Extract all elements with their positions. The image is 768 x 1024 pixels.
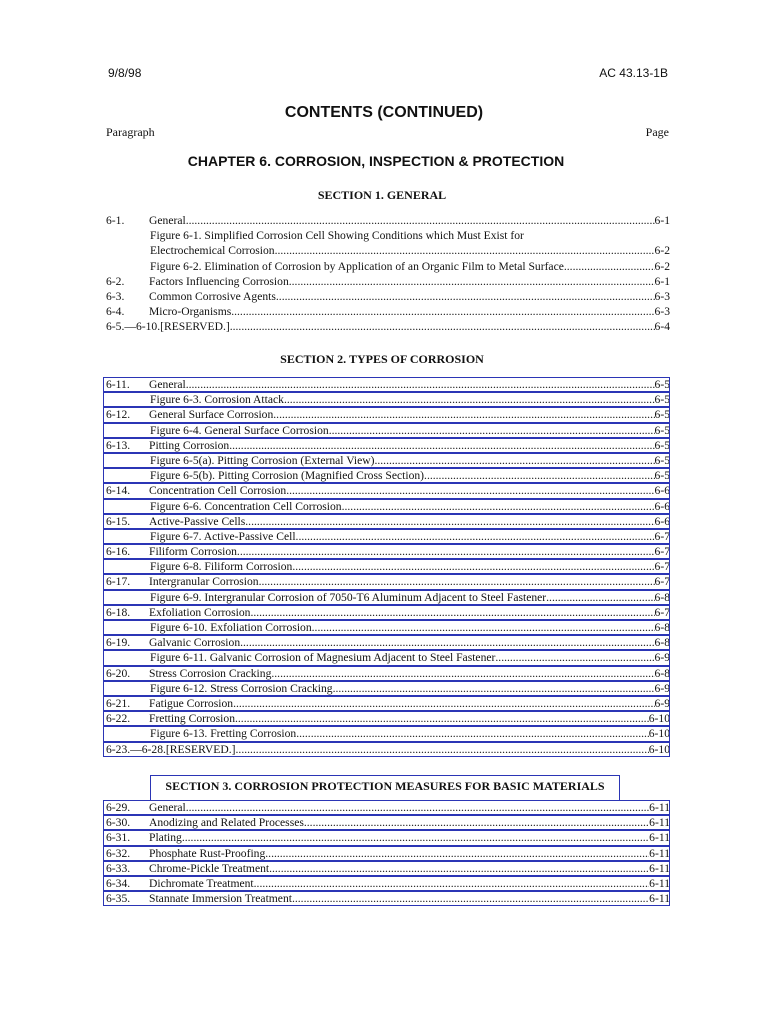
- toc-entry: [103, 213, 670, 228]
- toc-entry-page: 6-5: [654, 378, 670, 391]
- toc-entry-page: 6-11: [649, 892, 670, 906]
- toc-leader-dots: [229, 438, 654, 453]
- toc-entry-page: 6-10: [648, 742, 670, 756]
- toc-entry-title: Galvanic Corrosion: [149, 636, 241, 650]
- toc-leader-dots: [495, 650, 654, 665]
- toc-leader-dots: [265, 846, 649, 861]
- toc-entry-title: Figure 6-2. Elimination of Corrosion by Application of an Organic Film to Metal Surface: [150, 259, 564, 273]
- toc-entry: [103, 846, 670, 861]
- toc-entry-title: Fretting Corrosion: [149, 712, 235, 726]
- toc-leader-dots: [273, 407, 654, 422]
- toc-entry-page: 6-3: [654, 289, 670, 303]
- toc-entry-page: 6-7: [654, 529, 670, 543]
- toc-entry: [103, 243, 670, 258]
- toc-entry-title: Figure 6-5(a). Pitting Corrosion (External View): [150, 453, 375, 467]
- toc-entry-title: Figure 6-8. Filiform Corrosion: [150, 560, 293, 574]
- toc-entry-page: 6-8: [654, 636, 670, 650]
- toc-entry: [103, 319, 670, 334]
- toc-leader-dots: [292, 559, 654, 574]
- toc-entry-title: Stannate Immersion Treatment: [149, 892, 292, 906]
- toc-entry-page: 6-7: [654, 560, 670, 574]
- toc-entry-number: [103, 559, 150, 574]
- toc-entry-title: Electrochemical Corrosion: [150, 244, 275, 258]
- toc-entry-page: 6-11: [649, 861, 670, 875]
- toc-entry-number: 6-23.—6-28.: [106, 742, 166, 756]
- toc-entry-page: 6-6: [654, 484, 670, 498]
- toc-leader-dots: [259, 574, 655, 589]
- toc-entry-title: General: [149, 378, 186, 391]
- toc-entry: [103, 815, 670, 830]
- toc-leader-dots: [312, 620, 655, 635]
- toc-entry-title: Figure 6-1. Simplified Corrosion Cell Showing Conditions which Must Exist for: [150, 229, 524, 243]
- toc-entry-number: 6-2.: [106, 274, 125, 288]
- toc-entry-number: [103, 590, 150, 605]
- toc-entry-page: 6-11: [649, 801, 670, 814]
- toc-leader-dots: [424, 468, 654, 483]
- toc-leader-dots: [275, 243, 655, 258]
- toc-entry-number: [103, 681, 150, 696]
- header-doc-id: AC 43.13-1B: [599, 66, 668, 80]
- toc-leader-dots: [182, 830, 649, 845]
- toc-entry-page: 6-10: [648, 712, 670, 726]
- toc-entry-title: Figure 6-7. Active-Passive Cell: [150, 529, 296, 543]
- toc-entry-title: Factors Influencing Corrosion: [149, 274, 289, 288]
- toc-entry-title: Concentration Cell Corrosion: [149, 484, 287, 498]
- toc-entry-title: Figure 6-9. Intergranular Corrosion of 7050-T6 Aluminum Adjacent to Steel Fastener: [150, 590, 547, 604]
- toc-entry-number: [103, 392, 150, 407]
- toc-entry-title: Figure 6-6. Concentration Cell Corrosion: [150, 499, 342, 513]
- toc-entry-page: 6-9: [654, 681, 670, 695]
- toc-entry: [103, 392, 670, 407]
- toc-entry-page: 6-6: [654, 499, 670, 513]
- toc-entry-title: Active-Passive Cells: [149, 514, 246, 528]
- toc-entry: [103, 274, 670, 289]
- toc-entry-title: Micro-Organisms: [149, 305, 232, 319]
- toc-entry-page: 6-4: [654, 320, 670, 334]
- toc-entry-number: [103, 453, 150, 468]
- toc-entry-page: 6-11: [649, 816, 670, 830]
- toc-leader-dots: [186, 377, 655, 392]
- toc-entry-title: Plating: [149, 831, 182, 845]
- toc-entry: [103, 666, 670, 681]
- toc-entry: [103, 861, 670, 876]
- toc-entry: [103, 800, 670, 815]
- toc-entry: [103, 681, 670, 696]
- toc-entry-number: 6-35.: [106, 892, 131, 906]
- toc-entry: [103, 529, 670, 544]
- toc-entry: [103, 891, 670, 906]
- toc-leader-dots: [271, 666, 654, 681]
- section-3-title: SECTION 3. CORROSION PROTECTION MEASURES FOR BASIC MATERIALS: [150, 775, 620, 801]
- toc-entry-page: 6-5: [654, 453, 670, 467]
- toc-entry-page: 6-7: [654, 545, 670, 559]
- toc-entry-number: 6-30.: [106, 816, 131, 830]
- toc-entry-title: Anodizing and Related Processes: [149, 816, 304, 830]
- toc-entry-number: 6-18.: [106, 605, 131, 619]
- toc-entry-page: 6-1: [654, 214, 670, 227]
- toc-entry-page: 6-9: [654, 651, 670, 665]
- toc-entry-number: 6-14.: [106, 484, 131, 498]
- toc-entry-number: [103, 529, 150, 544]
- toc-entry-page: 6-7: [654, 575, 670, 589]
- toc-entry: [103, 438, 670, 453]
- toc-entry-page: 6-9: [654, 696, 670, 710]
- toc-entry-title: General: [149, 801, 186, 814]
- section-2-list: [103, 377, 670, 757]
- toc-entry: [103, 544, 670, 559]
- toc-entry-page: 6-8: [654, 590, 670, 604]
- toc-leader-dots: [374, 453, 654, 468]
- toc-entry-page: 6-5: [654, 393, 670, 407]
- toc-entry-number: [103, 228, 150, 243]
- toc-entry: [103, 574, 670, 589]
- toc-entry-title: General Surface Corrosion: [149, 408, 274, 422]
- toc-entry: [103, 423, 670, 438]
- toc-entry: [103, 876, 670, 891]
- toc-entry: [103, 377, 670, 392]
- section-3-list: [103, 800, 670, 906]
- toc-entry-title: Filiform Corrosion: [149, 545, 237, 559]
- toc-entry-title: Figure 6-5(b). Pitting Corrosion (Magnified Cross Section): [150, 469, 425, 483]
- toc-entry-page: 6-3: [654, 305, 670, 319]
- toc-leader-dots: [231, 304, 654, 319]
- toc-entry-title: Figure 6-3. Corrosion Attack: [150, 393, 284, 407]
- toc-entry-number: [103, 499, 150, 514]
- toc-entry: [103, 499, 670, 514]
- toc-entry-title: Dichromate Treatment: [149, 876, 254, 890]
- toc-entry-page: 6-8: [654, 621, 670, 634]
- toc-entry-page: 6-7: [654, 605, 670, 619]
- toc-entry: [103, 228, 670, 243]
- toc-entry-page: 6-1: [654, 274, 670, 288]
- section-1-title: SECTION 1. GENERAL: [317, 188, 447, 202]
- toc-entry-page: 6-2: [654, 244, 670, 258]
- toc-entry-title: General: [149, 214, 186, 227]
- toc-entry-number: 6-29.: [106, 801, 131, 814]
- toc-leader-dots: [269, 861, 649, 876]
- column-head-page: Page: [645, 125, 669, 139]
- toc-leader-dots: [236, 742, 649, 757]
- toc-entry-title: [RESERVED.]: [165, 742, 236, 756]
- toc-entry-title: Phosphate Rust-Proofing: [149, 846, 266, 860]
- toc-entry-title: Figure 6-11. Galvanic Corrosion of Magnesium Adjacent to Steel Fastener: [150, 651, 496, 665]
- toc-entry-number: 6-16.: [106, 545, 131, 559]
- toc-leader-dots: [237, 544, 655, 559]
- toc-leader-dots: [284, 392, 655, 407]
- toc-entry-number: 6-33.: [106, 861, 131, 875]
- toc-leader-dots: [546, 590, 654, 605]
- toc-entry: [103, 407, 670, 422]
- toc-leader-dots: [329, 423, 655, 438]
- section-2-title: SECTION 2. TYPES OF CORROSION: [280, 352, 484, 366]
- toc-entry-title: Figure 6-10. Exfoliation Corrosion: [150, 621, 312, 634]
- toc-entry-number: 6-15.: [106, 514, 131, 528]
- toc-entry-number: 6-21.: [106, 696, 131, 710]
- toc-entry-number: [103, 620, 150, 635]
- toc-leader-dots: [342, 499, 655, 514]
- toc-entry: [103, 635, 670, 650]
- toc-entry-title: Exfoliation Corrosion: [149, 605, 251, 619]
- toc-entry: [103, 605, 670, 620]
- toc-entry: [103, 289, 670, 304]
- toc-entry: [103, 483, 670, 498]
- toc-leader-dots: [186, 800, 649, 815]
- toc-leader-dots: [333, 681, 655, 696]
- toc-leader-dots: [235, 711, 649, 726]
- toc-entry: [103, 620, 670, 635]
- toc-entry-title: [RESERVED.]: [160, 320, 230, 334]
- toc-leader-dots: [240, 635, 654, 650]
- toc-entry-page: 6-11: [649, 846, 670, 860]
- toc-leader-dots: [245, 514, 654, 529]
- toc-entry-title: Common Corrosive Agents: [149, 289, 276, 303]
- toc-entry-page: 6-5: [654, 408, 670, 422]
- toc-entry-page: 6-5: [654, 423, 670, 437]
- toc-entry: [103, 514, 670, 529]
- toc-entry-title: Intergranular Corrosion: [149, 575, 259, 589]
- toc-leader-dots: [276, 289, 655, 304]
- toc-entry-number: [103, 259, 150, 274]
- toc-leader-dots: [289, 274, 655, 289]
- toc-entry: [103, 830, 670, 845]
- column-head-paragraph: Paragraph: [106, 125, 155, 139]
- toc-entry-title: Figure 6-13. Fretting Corrosion: [150, 727, 297, 741]
- toc-entry-page: 6-10: [648, 727, 670, 741]
- toc-entry-number: [103, 726, 150, 741]
- toc-entry-title: Fatigue Corrosion: [149, 696, 234, 710]
- toc-entry-number: 6-4.: [106, 305, 125, 319]
- toc-entry-title: Chrome-Pickle Treatment: [149, 861, 270, 875]
- toc-leader-dots: [233, 696, 654, 711]
- toc-leader-dots: [186, 213, 655, 228]
- toc-entry-number: 6-3.: [106, 289, 125, 303]
- toc-leader-dots: [292, 891, 649, 906]
- toc-entry-page: 6-8: [654, 666, 670, 680]
- toc-leader-dots: [230, 319, 655, 334]
- toc-entry-number: 6-12.: [106, 408, 131, 422]
- toc-entry: [103, 259, 670, 274]
- toc-entry-number: 6-19.: [106, 636, 131, 650]
- toc-entry-title: Pitting Corrosion: [149, 438, 230, 452]
- toc-entry-number: 6-13.: [106, 438, 131, 452]
- toc-entry-number: 6-5.—6-10.: [106, 320, 161, 334]
- toc-entry: [103, 590, 670, 605]
- toc-entry-page: 6-11: [649, 831, 670, 845]
- toc-leader-dots: [304, 815, 649, 830]
- toc-entry-number: 6-22.: [106, 712, 131, 726]
- toc-leader-dots: [564, 259, 655, 274]
- toc-entry-number: 6-32.: [106, 846, 131, 860]
- toc-entry-number: 6-17.: [106, 575, 131, 589]
- toc-entry-number: 6-31.: [106, 831, 131, 845]
- toc-entry: [103, 559, 670, 574]
- toc-entry-number: [103, 650, 150, 665]
- toc-entry-page: 6-2: [654, 259, 670, 273]
- toc-leader-dots: [250, 605, 654, 620]
- toc-entry: [103, 726, 670, 741]
- header-date: 9/8/98: [108, 66, 142, 80]
- toc-entry-title: Figure 6-12. Stress Corrosion Cracking: [150, 681, 333, 695]
- toc-entry-number: [103, 468, 150, 483]
- toc-entry-page: 6-11: [649, 876, 670, 890]
- toc-entry-number: 6-1.: [106, 214, 125, 227]
- page-title: CONTENTS (CONTINUED): [284, 104, 484, 121]
- toc-entry-title: Stress Corrosion Cracking: [149, 666, 272, 680]
- toc-entry-page: 6-5: [654, 438, 670, 452]
- toc-entry: [103, 696, 670, 711]
- chapter-title: CHAPTER 6. CORROSION, INSPECTION & PROTECTION: [187, 153, 565, 169]
- toc-entry-number: [103, 423, 150, 438]
- toc-leader-dots: [286, 483, 654, 498]
- toc-leader-dots: [296, 529, 655, 544]
- toc-entry-number: 6-34.: [106, 876, 131, 890]
- section-1-list: [103, 213, 670, 335]
- toc-entry-page: 6-6: [654, 514, 670, 528]
- toc-leader-dots: [296, 726, 649, 741]
- toc-leader-dots: [254, 876, 650, 891]
- toc-entry-page: 6-5: [654, 469, 670, 483]
- toc-entry-title: Figure 6-4. General Surface Corrosion: [150, 423, 329, 437]
- toc-entry: [103, 711, 670, 726]
- toc-entry: [103, 468, 670, 483]
- toc-entry: [103, 304, 670, 319]
- toc-entry: [103, 453, 670, 468]
- toc-entry-number: 6-20.: [106, 666, 131, 680]
- toc-entry: [103, 742, 670, 757]
- toc-entry-number: 6-11.: [106, 378, 130, 391]
- toc-entry: [103, 650, 670, 665]
- toc-entry-number: [103, 243, 150, 258]
